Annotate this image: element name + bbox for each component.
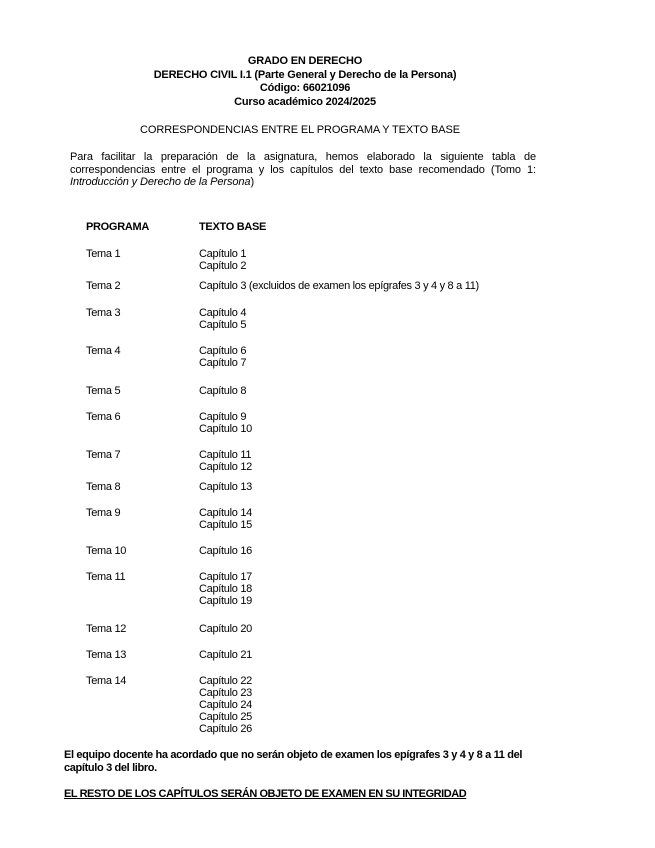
capitulo-item: Capítulo 11 [199, 449, 252, 461]
table-header-row [86, 221, 586, 234]
academic-year: Curso académico 2024/2025 [234, 95, 376, 108]
capitulo-item: Capítulo 26 [199, 723, 252, 735]
capitulos-cell [199, 280, 479, 292]
capitulo-item: Capítulo 5 [199, 319, 247, 331]
tema-cell: Tema 10 [86, 545, 127, 557]
capitulo-item: Capítulo 18 [199, 583, 252, 595]
exam-note: El equipo docente ha acordado que no serán objeto de examen los epígrafes 3 y 4 y 8 a 11 del capítulo 3 del libro. [64, 749, 523, 774]
capitulo-item: Capítulo 1 [199, 248, 247, 260]
tema-cell: Tema 5 [86, 385, 121, 397]
capitulo-item: Capítulo 15 [199, 519, 252, 531]
capitulos-cell [199, 675, 252, 735]
capitulo-item: Capítulo 10 [199, 423, 252, 435]
capitulo-item: Capítulo 3 (excluidos de examen los epígrafes 3 y 4 y 8 a 11) [199, 280, 479, 292]
capitulo-item: Capítulo 12 [199, 461, 252, 473]
tema-cell: Tema 4 [86, 345, 121, 357]
capitulo-item: Capítulo 25 [199, 711, 252, 723]
capitulo-item: Capítulo 2 [199, 260, 247, 272]
capitulo-item: Capítulo 21 [199, 649, 252, 661]
tema-cell: Tema 7 [86, 449, 121, 461]
document-header [0, 55, 610, 109]
column-header-texto-base: TEXTO BASE [199, 221, 267, 233]
tema-cell: Tema 9 [86, 507, 121, 519]
capitulo-item: Capítulo 9 [199, 411, 247, 423]
capitulo-item: Capítulo 8 [199, 385, 247, 397]
degree-title: GRADO EN DERECHO [247, 55, 363, 67]
capitulos-cell [199, 649, 252, 661]
capitulo-item: Capítulo 20 [199, 623, 252, 635]
tema-cell: Tema 13 [86, 649, 127, 661]
capitulo-item: Capítulo 7 [199, 357, 247, 369]
tema-cell: Tema 1 [86, 248, 121, 260]
tema-cell: Tema 3 [86, 307, 121, 319]
capitulo-item: Capítulo 22 [199, 675, 252, 687]
intro-closing: ) [250, 176, 255, 188]
capitulos-cell [199, 449, 252, 473]
capitulo-item: Capítulo 19 [199, 595, 252, 607]
capitulo-item: Capítulo 14 [199, 507, 252, 519]
section-subtitle: CORRESPONDENCIAS ENTRE EL PROGRAMA Y TEXTO BASE [140, 124, 460, 136]
book-title: Introducción y Derecho de la Persona [70, 176, 251, 188]
correspondence-table [86, 221, 586, 735]
capitulo-item: Capítulo 24 [199, 699, 252, 711]
tema-cell: Tema 11 [86, 571, 126, 583]
capitulos-cell [199, 385, 246, 397]
column-header-programa: PROGRAMA [86, 221, 149, 233]
capitulo-item: Capítulo 16 [199, 545, 252, 557]
capitulo-item: Capítulo 23 [199, 687, 252, 699]
course-code: Código: 66021096 [259, 82, 351, 94]
capitulos-cell [199, 411, 252, 435]
capitulo-item: Capítulo 13 [199, 481, 252, 493]
tema-cell: Tema 2 [86, 280, 121, 292]
course-title: DERECHO CIVIL I.1 (Parte General y Derecho de la Persona) [153, 68, 457, 81]
intro-text: Para facilitar la preparación de la asignatura, hemos elaborado la siguiente tabla de correspondencias entre el programa y los capítulos del texto base recomendado (Tomo 1: [70, 151, 536, 176]
capitulos-cell [199, 345, 246, 369]
capitulos-cell [199, 623, 252, 635]
tema-cell: Tema 14 [86, 675, 127, 687]
capitulos-cell [199, 545, 252, 557]
capitulo-item: Capítulo 17 [199, 571, 252, 583]
tema-cell: Tema 6 [86, 411, 121, 423]
tema-cell: Tema 8 [86, 481, 121, 493]
capitulos-cell [199, 507, 252, 531]
capitulos-cell [199, 481, 252, 493]
capitulo-item: Capítulo 4 [199, 307, 247, 319]
tema-cell: Tema 12 [86, 623, 127, 635]
capitulo-item: Capítulo 6 [199, 345, 247, 357]
capitulos-cell [199, 571, 252, 607]
intro-paragraph [70, 151, 536, 189]
capitulos-cell [199, 307, 246, 331]
exam-integrity-notice: EL RESTO DE LOS CAPÍTULOS SERÁN OBJETO DE EXAMEN EN SU INTEGRIDAD [64, 788, 467, 800]
capitulos-cell [199, 248, 246, 272]
